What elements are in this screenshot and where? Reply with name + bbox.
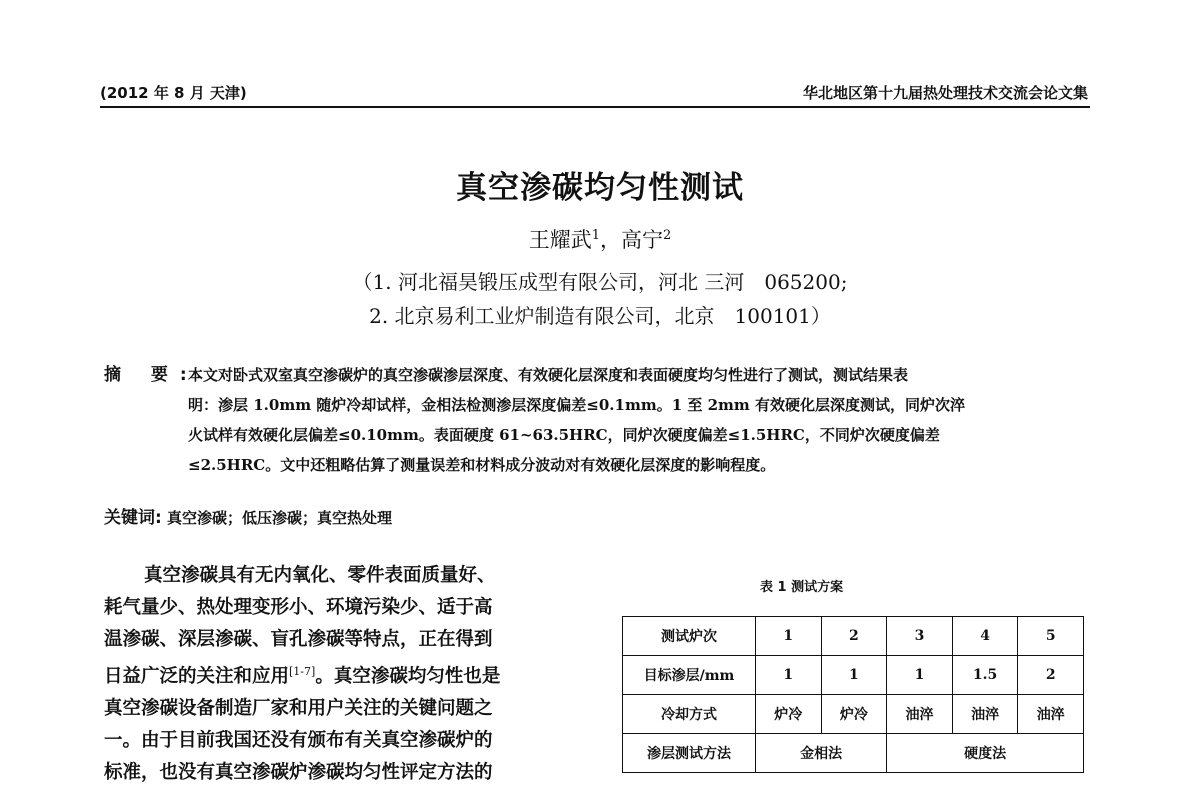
abstract-line: 明：渗层 1.0mm 随炉冷却试样，金相法检测渗层深度偏差≤0.1mm。1 至 2mm 有效硬化层深度测试，同炉次淬 xyxy=(188,396,965,414)
author-1: 王耀武 xyxy=(528,228,592,252)
body-line: 真空渗碳具有无内氧化、零件表面质量好、 xyxy=(144,565,496,586)
row-header: 测试炉次 xyxy=(623,617,756,656)
body-column-left xyxy=(104,560,554,789)
header-rule xyxy=(100,106,1090,108)
authors xyxy=(0,224,1200,254)
table-cell: 油淬 xyxy=(952,695,1018,734)
keywords-label: 关键词: xyxy=(104,508,162,528)
table-row xyxy=(623,734,1084,773)
table-cell: 油淬 xyxy=(1018,695,1084,734)
table-cell: 油淬 xyxy=(887,695,953,734)
row-header: 目标渗层/mm xyxy=(623,656,756,695)
abstract-label: 摘 要: xyxy=(104,365,199,385)
table-cell: 5 xyxy=(1018,617,1084,656)
table-cell: 2 xyxy=(821,617,887,656)
paper-title: 真空渗碳均匀性测试 xyxy=(456,170,744,206)
table-cell: 4 xyxy=(952,617,1018,656)
running-header-left: (2012 年 8 月 天津) xyxy=(100,84,247,102)
table-cell: 硬度法 xyxy=(887,734,1084,773)
table-cell: 3 xyxy=(887,617,953,656)
table-row xyxy=(623,695,1084,734)
keywords-text: 真空渗碳；低压渗碳；真空热处理 xyxy=(167,509,393,527)
table-cell: 2 xyxy=(1018,656,1084,695)
body-line: 标准，也没有真空渗碳炉渗碳均匀性评定方法的 xyxy=(104,762,493,784)
body-line-text: 。真空渗碳均匀性也是 xyxy=(315,666,501,688)
body-line xyxy=(104,656,554,693)
author-2-affil-mark: 2 xyxy=(663,228,672,243)
table-cell: 炉冷 xyxy=(756,695,822,734)
author-2: 高宁 xyxy=(621,228,663,252)
author-1-affil-mark: 1 xyxy=(591,228,600,243)
body-line: 耗气量少、热处理变形小、环境污染少、适于高 xyxy=(104,597,493,618)
author-separator: ， xyxy=(600,228,621,252)
affiliation-1: （1. 河北福昊锻压成型有限公司，河北 三河 065200; xyxy=(352,270,848,294)
table-cell: 1 xyxy=(756,656,822,695)
running-header-right: 华北地区第十九届热处理技术交流会论文集 xyxy=(802,84,1088,102)
table-row xyxy=(623,656,1084,695)
table-cell: 1 xyxy=(887,656,953,695)
test-plan-table xyxy=(622,616,1084,773)
body-line: 真空渗碳设备制造厂家和用户关注的关键问题之 xyxy=(104,698,493,720)
table-cell: 炉冷 xyxy=(821,695,887,734)
abstract-line: ≤2.5HRC。文中还粗略估算了测量误差和材料成分波动对有效硬化层深度的影响程度。 xyxy=(188,456,776,474)
affiliation-2: 2. 北京易利工业炉制造有限公司，北京 100101） xyxy=(369,304,831,328)
row-header: 渗层测试方法 xyxy=(623,734,756,773)
body-line-text: 日益广泛的关注和应用 xyxy=(104,666,290,688)
keywords xyxy=(104,503,392,528)
abstract-line: 火试样有效硬化层偏差≤0.10mm。表面硬度 61~63.5HRC，同炉次硬度偏差≤1.5HRC，不同炉次硬度偏差 xyxy=(188,426,940,444)
row-header: 冷却方式 xyxy=(623,695,756,734)
table-row xyxy=(623,617,1084,656)
abstract-body xyxy=(188,360,1088,480)
body-line: 一。由于目前我国还没有颁布有关真空渗碳炉的 xyxy=(104,730,493,752)
table-cell: 1 xyxy=(756,617,822,656)
table-cell: 金相法 xyxy=(756,734,887,773)
abstract-line: 本文对卧式双室真空渗碳炉的真空渗碳渗层深度、有效硬化层深度和表面硬度均匀性进行了测试，测试结果表 xyxy=(188,366,909,384)
citation-ref[interactable]: [1-7] xyxy=(289,665,316,678)
body-line: 温渗碳、深层渗碳、盲孔渗碳等特点，正在得到 xyxy=(104,629,493,650)
table-cell: 1 xyxy=(821,656,887,695)
table-caption: 表 1 测试方案 xyxy=(760,580,844,595)
table-cell: 1.5 xyxy=(952,656,1018,695)
